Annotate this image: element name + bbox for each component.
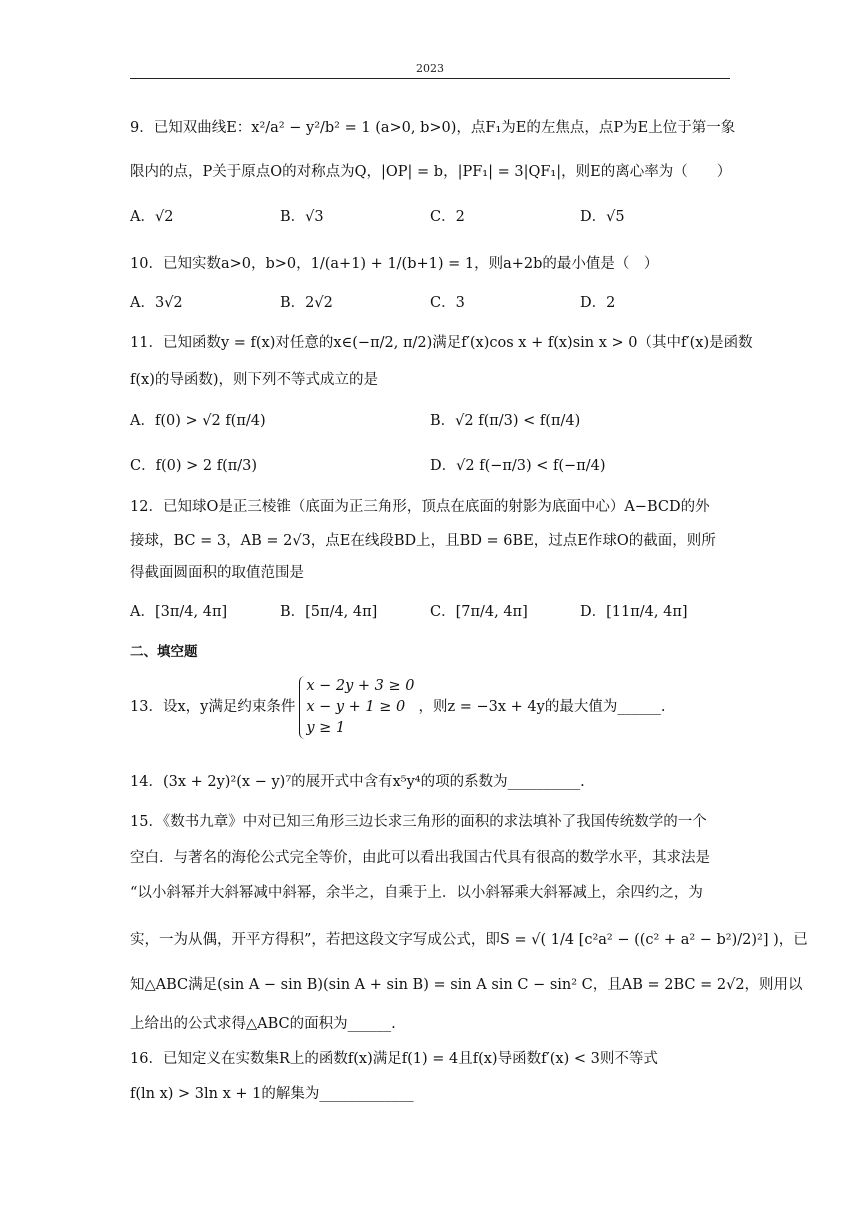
q9-option-d: D．√5 xyxy=(580,209,625,225)
q14-text: 14．(3x + 2y)²(x − y)⁷的展开式中含有x⁵y⁴的项的系数为__________. xyxy=(130,774,585,790)
q11-line1: 11．已知函数y = f(x)对任意的x∈(−π/2, π/2)满足f′(x)cos x + f(x)sin x > 0（其中f′(x)是函数 xyxy=(130,335,753,351)
q13-constraint-system xyxy=(299,676,414,739)
header-divider xyxy=(130,78,730,79)
q16-line2: f(ln x) > 3ln x + 1的解集为_____________ xyxy=(130,1086,414,1102)
q12-option-a: A．[3π/4, 4π] xyxy=(130,604,228,620)
q12-option-b: B．[5π/4, 4π] xyxy=(280,604,378,620)
q10-option-b: B．2√2 xyxy=(280,295,333,311)
q12-option-c: C．[7π/4, 4π] xyxy=(430,604,528,620)
q12-option-d: D．[11π/4, 4π] xyxy=(580,604,688,620)
q10-option-c: C．3 xyxy=(430,295,465,311)
section-heading-fill-in: 二、填空题 xyxy=(130,644,198,660)
q15-line2: 空白．与著名的海伦公式完全等价，由此可以看出我国古代具有很高的数学水平，其求法是 xyxy=(130,850,710,866)
q15-line1: 15．《数书九章》中对已知三角形三边长求三角形的面积的求法填补了我国传统数学的一个 xyxy=(130,814,707,830)
q10-line1: 10．已知实数a>0，b>0，1/(a+1) + 1/(b+1) = 1，则a+2b的最小值是（ ） xyxy=(130,256,659,272)
q13-constraint-3: y ≥ 1 xyxy=(306,720,346,736)
q9-option-b: B．√3 xyxy=(280,209,324,225)
q11-option-d: D．√2 f(−π/3) < f(−π/4) xyxy=(430,458,606,474)
q12-line1: 12．已知球O是正三棱锥（底面为正三角形，顶点在底面的射影为底面中心）A−BCD的外 xyxy=(130,499,710,515)
page-header-year: 2023 xyxy=(416,62,444,75)
q15-line3: “以小斜幂并大斜幂减中斜幂，余半之，自乘于上．以小斜幂乘大斜幂减上，余四约之，为 xyxy=(130,885,703,901)
q9-option-a: A．√2 xyxy=(130,209,174,225)
q11-option-c: C．f(0) > 2 f(π/3) xyxy=(130,458,258,474)
q12-line2: 接球，BC = 3，AB = 2√3，点E在线段BD上，且BD = 6BE，过点E作球O的截面，则所 xyxy=(130,533,716,549)
q11-line2: f(x)的导函数)，则下列不等式成立的是 xyxy=(130,372,379,388)
q9-line2: 限内的点，P关于原点O的对称点为Q，|OP| = b，|PF₁| = 3|QF₁|，则E的离心率为（ ） xyxy=(130,164,732,180)
q15-line6: 上给出的公式求得△ABC的面积为______. xyxy=(130,1016,396,1032)
q9-line1: 9．已知双曲线E：x²/a² − y²/b² = 1 (a>0, b>0)，点F₁为E的左焦点，点P为E上位于第一象 xyxy=(130,120,736,136)
q9-option-c: C．2 xyxy=(430,209,465,225)
q13-constraint-2: x − y + 1 ≥ 0 xyxy=(306,699,406,715)
q16-line1: 16．已知定义在实数集R上的函数f(x)满足f(1) = 4且f(x)导函数f′(x) < 3则不等式 xyxy=(130,1051,658,1067)
q10-option-d: D．2 xyxy=(580,295,616,311)
q13-constraint-1: x − 2y + 3 ≥ 0 xyxy=(306,678,415,694)
q13-prefix: 13．设x，y满足约束条件 xyxy=(130,699,296,715)
q11-option-b: B．√2 f(π/3) < f(π/4) xyxy=(430,413,581,429)
q10-option-a: A．3√2 xyxy=(130,295,183,311)
q13-block xyxy=(130,676,665,739)
q11-option-a: A．f(0) > √2 f(π/4) xyxy=(130,413,266,429)
q13-suffix: ，则z = −3x + 4y的最大值为______. xyxy=(418,699,666,715)
q15-line4: 实，一为从偶，开平方得积”，若把这段文字写成公式，即S = √( 1/4 [c²a² − ((c² + a² − b²)/2)²] )，已 xyxy=(130,932,808,948)
q12-line3: 得截面圆面积的取值范围是 xyxy=(130,565,304,581)
q15-line5: 知△ABC满足(sin A − sin B)(sin A + sin B) = sin A sin C − sin² C，且AB = 2BC = 2√2，则用以 xyxy=(130,977,803,993)
